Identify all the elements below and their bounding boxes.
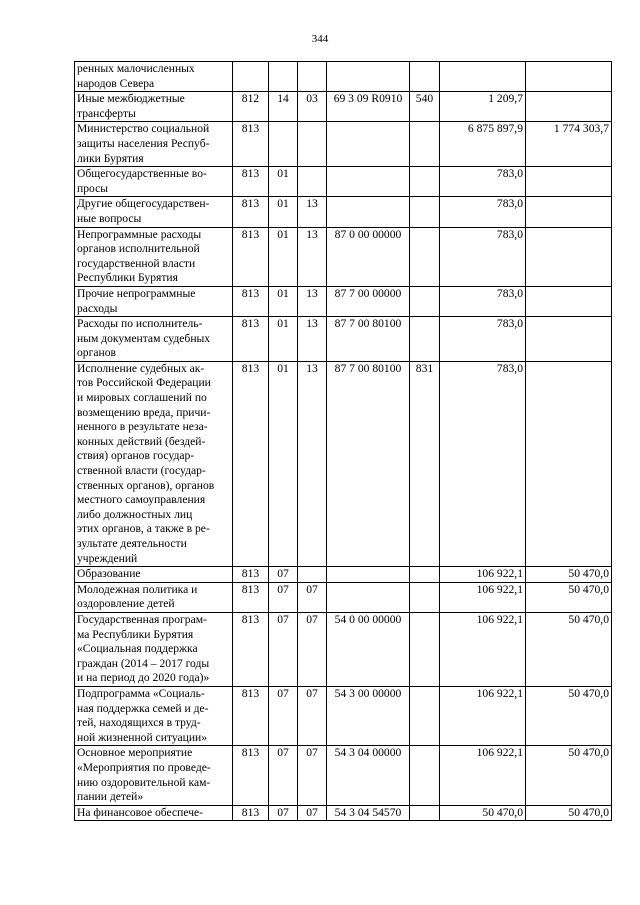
item-name-line: ственной власти (государ- — [77, 464, 206, 478]
item-name-line: местного самоуправления — [77, 493, 206, 507]
target-item-code-cell: 54 3 04 00000 — [327, 746, 410, 805]
amount-2-cell: 50 470,0 — [526, 686, 612, 745]
subsection-code-cell: 07 — [298, 582, 327, 612]
target-item-code-cell: 87 7 00 80100 — [327, 317, 410, 362]
item-name-cell — [75, 317, 233, 362]
item-name-cell — [75, 567, 233, 583]
amount-2-cell — [526, 167, 612, 197]
subsection-code-cell: 07 — [298, 805, 327, 821]
item-name-cell — [75, 122, 233, 167]
item-name-cell — [75, 686, 233, 745]
section-code-cell: 07 — [269, 805, 298, 821]
item-name-line: Молодежная политика и — [77, 582, 198, 596]
expense-type-code-cell: 540 — [410, 92, 440, 122]
section-code-cell: 07 — [269, 567, 298, 583]
amount-1-cell — [440, 62, 526, 92]
item-name-line: Общегосударственные во- — [77, 167, 207, 181]
amount-2-cell — [526, 361, 612, 566]
ved-code-cell: 813 — [233, 805, 269, 821]
amount-1-cell: 783,0 — [440, 317, 526, 362]
subsection-code-cell: 13 — [298, 361, 327, 566]
amount-1-cell: 783,0 — [440, 227, 526, 286]
amount-2-cell — [526, 62, 612, 92]
section-code-cell: 01 — [269, 361, 298, 566]
target-item-code-cell: 87 0 00 00000 — [327, 227, 410, 286]
item-name-cell — [75, 92, 233, 122]
item-name-line: На финансовое обеспече- — [77, 805, 204, 819]
item-name-cell — [75, 286, 233, 316]
section-code-cell: 01 — [269, 317, 298, 362]
section-code-cell — [269, 122, 298, 167]
item-name-line: конных действий (бездей- — [77, 434, 206, 448]
page-number: 344 — [311, 33, 329, 45]
target-item-code-cell — [327, 122, 410, 167]
subsection-code-cell — [298, 62, 327, 92]
amount-2-cell: 1 774 303,7 — [526, 122, 612, 167]
table-row — [75, 62, 612, 92]
ved-code-cell: 813 — [233, 286, 269, 316]
section-code-cell: 01 — [269, 286, 298, 316]
amount-2-cell — [526, 92, 612, 122]
item-name-line: учреждений — [77, 551, 138, 565]
section-code-cell: 01 — [269, 167, 298, 197]
amount-1-cell: 50 470,0 — [440, 805, 526, 821]
item-name-line: ная поддержка семей и де- — [77, 701, 209, 715]
item-name-line: тов Российской Федерации — [77, 376, 211, 390]
expense-type-code-cell — [410, 612, 440, 686]
item-name-line: ственных органов), органов — [77, 478, 215, 492]
section-code-cell: 07 — [269, 746, 298, 805]
item-name-line: народов Севера — [77, 76, 155, 90]
table-row — [75, 567, 612, 583]
amount-2-cell: 50 470,0 — [526, 746, 612, 805]
expense-type-code-cell — [410, 167, 440, 197]
item-name-line: возмещению вреда, причи- — [77, 405, 211, 419]
expense-type-code-cell — [410, 227, 440, 286]
ved-code-cell: 813 — [233, 612, 269, 686]
amount-1-cell: 1 209,7 — [440, 92, 526, 122]
amount-1-cell: 106 922,1 — [440, 746, 526, 805]
item-name-line: нию оздоровительной кам- — [77, 775, 211, 789]
target-item-code-cell: 87 7 00 80100 — [327, 361, 410, 566]
item-name-cell — [75, 582, 233, 612]
item-name-line: оздоровление детей — [77, 597, 175, 611]
section-code-cell: 01 — [269, 227, 298, 286]
section-code-cell: 07 — [269, 686, 298, 745]
item-name-line: органов исполнительной — [77, 242, 200, 256]
item-name-line: «Социальная поддержка — [77, 642, 198, 656]
item-name-cell — [75, 805, 233, 821]
subsection-code-cell — [298, 567, 327, 583]
target-item-code-cell — [327, 582, 410, 612]
amount-1-cell: 783,0 — [440, 286, 526, 316]
item-name-line: Государственная програм- — [77, 612, 207, 626]
subsection-code-cell: 13 — [298, 317, 327, 362]
table-row — [75, 361, 612, 566]
amount-1-cell: 783,0 — [440, 197, 526, 227]
expense-type-code-cell — [410, 686, 440, 745]
ved-code-cell: 813 — [233, 582, 269, 612]
item-name-line: трансферты — [77, 106, 136, 120]
amount-2-cell: 50 470,0 — [526, 567, 612, 583]
budget-table — [74, 61, 612, 821]
table-row — [75, 686, 612, 745]
item-name-line: Основное мероприятие — [77, 746, 193, 760]
item-name-line: граждан (2014 – 2017 годы — [77, 656, 210, 670]
target-item-code-cell: 54 3 00 00000 — [327, 686, 410, 745]
ved-code-cell: 813 — [233, 197, 269, 227]
item-name-line: ненного в результате неза- — [77, 420, 208, 434]
item-name-line: Расходы по исполнитель- — [77, 317, 203, 331]
item-name-cell — [75, 227, 233, 286]
subsection-code-cell: 07 — [298, 612, 327, 686]
item-name-line: Другие общегосударствен- — [77, 197, 210, 211]
item-name-line: и на период до 2020 года)» — [77, 671, 210, 685]
ved-code-cell: 813 — [233, 361, 269, 566]
table-row — [75, 317, 612, 362]
expense-type-code-cell — [410, 582, 440, 612]
subsection-code-cell: 13 — [298, 227, 327, 286]
expense-type-code-cell — [410, 62, 440, 92]
item-name-line: ные вопросы — [77, 211, 142, 225]
amount-2-cell — [526, 227, 612, 286]
item-name-cell — [75, 62, 233, 92]
table-row — [75, 197, 612, 227]
item-name-line: ма Республики Бурятия — [77, 627, 194, 641]
item-name-line: Министерство социальной — [77, 122, 210, 136]
ved-code-cell: 813 — [233, 317, 269, 362]
item-name-line: Республики Бурятия — [77, 271, 178, 285]
item-name-line: просы — [77, 181, 109, 195]
target-item-code-cell — [327, 167, 410, 197]
item-name-line: лики Бурятия — [77, 151, 144, 165]
target-item-code-cell: 87 7 00 00000 — [327, 286, 410, 316]
expense-type-code-cell — [410, 317, 440, 362]
expense-type-code-cell — [410, 286, 440, 316]
amount-2-cell — [526, 286, 612, 316]
item-name-line: этих органов, а также в ре- — [77, 522, 210, 536]
target-item-code-cell — [327, 567, 410, 583]
item-name-line: Подпрограмма «Социаль- — [77, 686, 205, 700]
item-name-line: Образование — [77, 567, 141, 581]
amount-1-cell: 106 922,1 — [440, 686, 526, 745]
subsection-code-cell: 03 — [298, 92, 327, 122]
item-name-line: органов — [77, 346, 116, 360]
ved-code-cell: 813 — [233, 746, 269, 805]
item-name-line: и мировых соглашений по — [77, 391, 207, 405]
amount-1-cell: 783,0 — [440, 361, 526, 566]
section-code-cell — [269, 62, 298, 92]
amount-1-cell: 106 922,1 — [440, 582, 526, 612]
subsection-code-cell: 07 — [298, 686, 327, 745]
subsection-code-cell — [298, 167, 327, 197]
item-name-line: Непрограммные расходы — [77, 227, 202, 241]
target-item-code-cell: 54 0 00 00000 — [327, 612, 410, 686]
item-name-cell — [75, 361, 233, 566]
target-item-code-cell — [327, 197, 410, 227]
ved-code-cell: 813 — [233, 227, 269, 286]
expense-type-code-cell: 831 — [410, 361, 440, 566]
section-code-cell: 14 — [269, 92, 298, 122]
table-row — [75, 582, 612, 612]
subsection-code-cell: 13 — [298, 197, 327, 227]
subsection-code-cell: 07 — [298, 746, 327, 805]
section-code-cell: 07 — [269, 582, 298, 612]
table-row — [75, 122, 612, 167]
amount-2-cell: 50 470,0 — [526, 582, 612, 612]
target-item-code-cell: 69 3 09 R0910 — [327, 92, 410, 122]
item-name-line: защиты населения Респуб- — [77, 136, 210, 150]
expense-type-code-cell — [410, 805, 440, 821]
ved-code-cell: 812 — [233, 92, 269, 122]
item-name-line: пании детей» — [77, 790, 144, 804]
subsection-code-cell — [298, 122, 327, 167]
amount-2-cell: 50 470,0 — [526, 612, 612, 686]
item-name-line: «Мероприятия по проведе- — [77, 760, 211, 774]
item-name-line: Иные межбюджетные — [77, 92, 185, 106]
table-row — [75, 167, 612, 197]
expense-type-code-cell — [410, 197, 440, 227]
item-name-cell — [75, 197, 233, 227]
table-row — [75, 286, 612, 316]
item-name-line: расходы — [77, 301, 118, 315]
ved-code-cell: 813 — [233, 167, 269, 197]
table-row — [75, 612, 612, 686]
table-row — [75, 227, 612, 286]
item-name-line: ной жизненной ситуации» — [77, 730, 208, 744]
amount-1-cell: 106 922,1 — [440, 612, 526, 686]
item-name-cell — [75, 167, 233, 197]
expense-type-code-cell — [410, 122, 440, 167]
expense-type-code-cell — [410, 746, 440, 805]
amount-2-cell — [526, 317, 612, 362]
item-name-line: либо должностных лиц — [77, 507, 193, 521]
target-item-code-cell — [327, 62, 410, 92]
ved-code-cell — [233, 62, 269, 92]
item-name-line: ным документам судебных — [77, 331, 211, 345]
amount-2-cell — [526, 197, 612, 227]
item-name-line: тей, находящихся в труд- — [77, 716, 201, 730]
section-code-cell: 01 — [269, 197, 298, 227]
ved-code-cell: 813 — [233, 686, 269, 745]
amount-1-cell: 6 875 897,9 — [440, 122, 526, 167]
ved-code-cell: 813 — [233, 567, 269, 583]
item-name-cell — [75, 746, 233, 805]
amount-1-cell: 783,0 — [440, 167, 526, 197]
amount-1-cell: 106 922,1 — [440, 567, 526, 583]
table-row — [75, 746, 612, 805]
item-name-line: зультате деятельности — [77, 537, 187, 550]
expense-type-code-cell — [410, 567, 440, 583]
item-name-line: государственной власти — [77, 256, 196, 270]
item-name-line: ренных малочисленных — [77, 62, 195, 75]
table-body — [75, 62, 612, 821]
target-item-code-cell: 54 3 04 54570 — [327, 805, 410, 821]
amount-2-cell: 50 470,0 — [526, 805, 612, 821]
subsection-code-cell: 13 — [298, 286, 327, 316]
item-name-cell — [75, 612, 233, 686]
item-name-line: Исполнение судебных ак- — [77, 361, 205, 375]
table-row — [75, 92, 612, 122]
item-name-line: ствия) органов государ- — [77, 449, 195, 463]
table-row — [75, 805, 612, 821]
ved-code-cell: 813 — [233, 122, 269, 167]
section-code-cell: 07 — [269, 612, 298, 686]
item-name-line: Прочие непрограммные — [77, 286, 196, 300]
